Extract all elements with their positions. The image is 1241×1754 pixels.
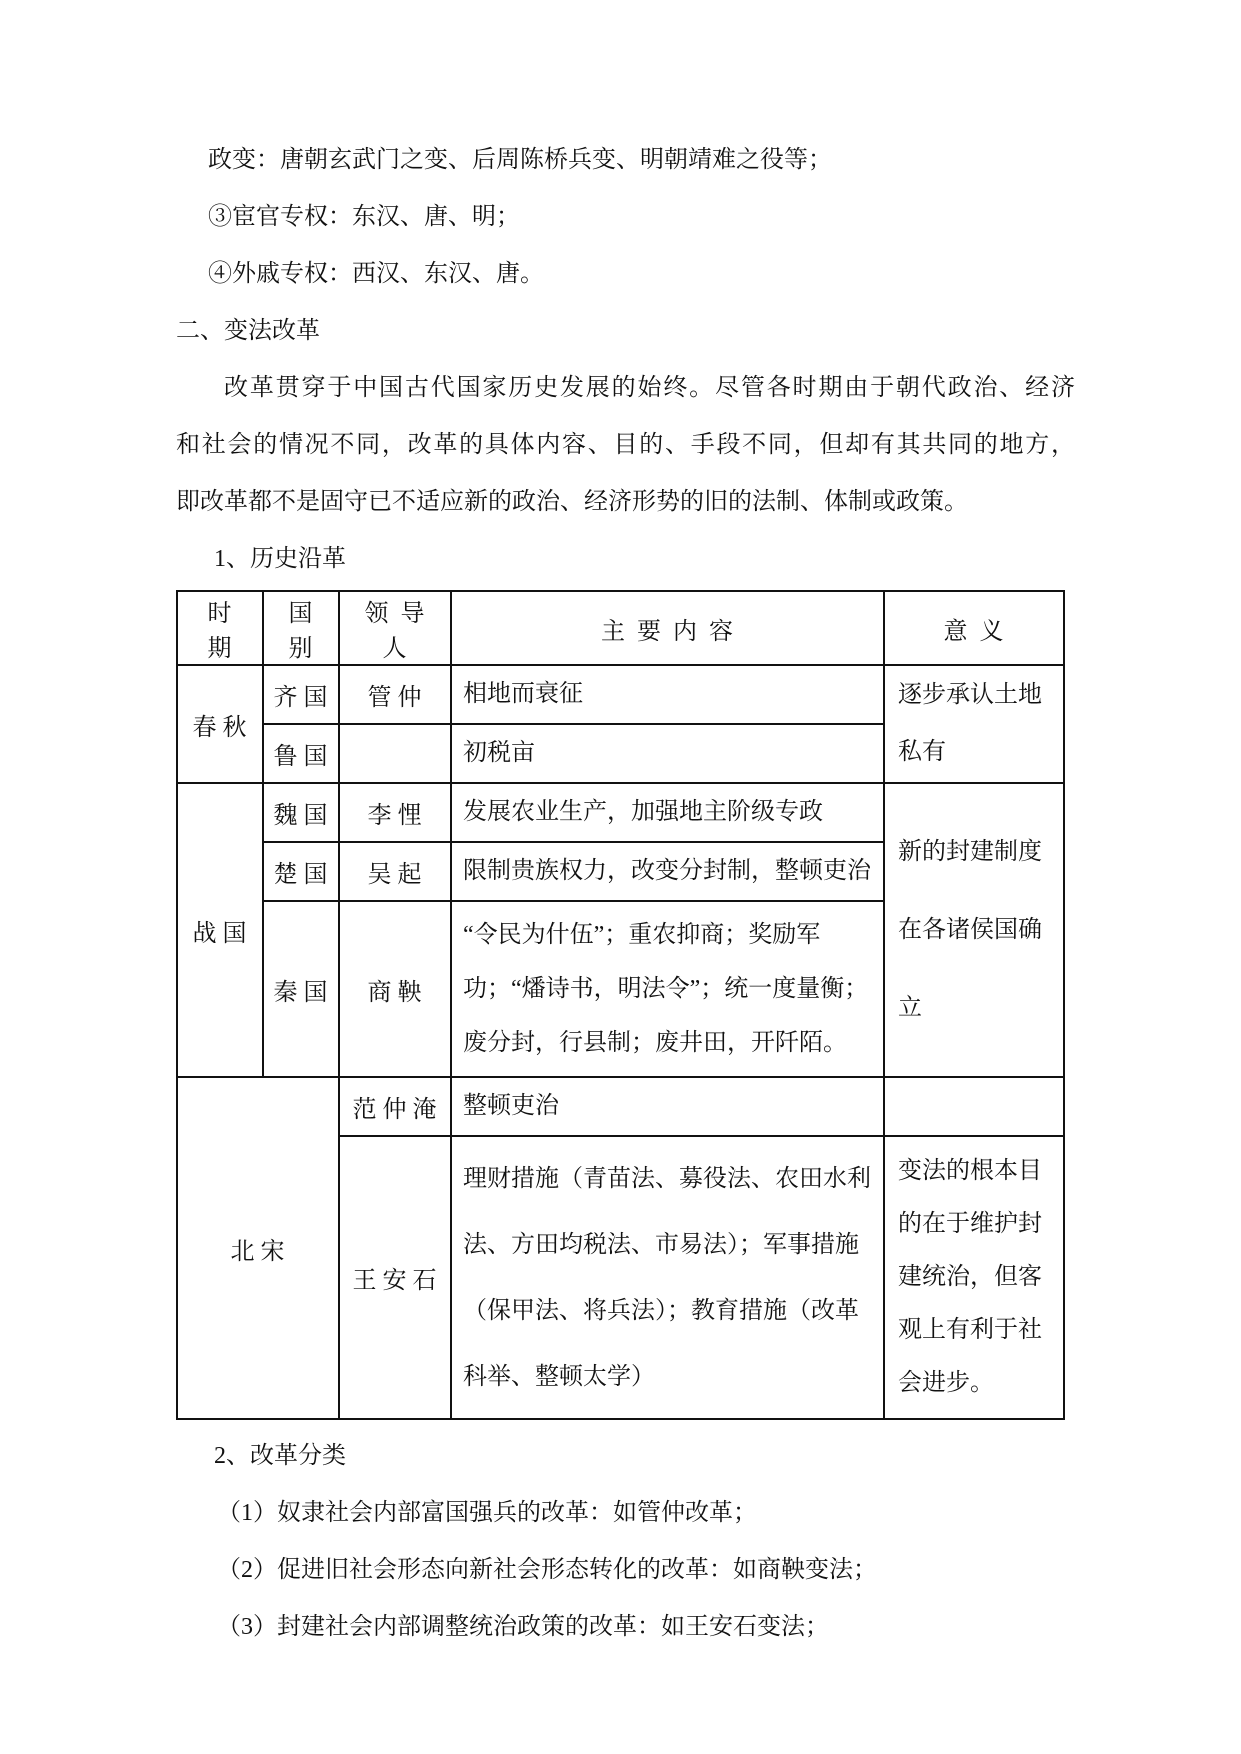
cell-content-chu: 限制贵族权力，改变分封制，整顿吏治 — [451, 842, 884, 901]
cell-state-lu: 鲁国 — [263, 724, 339, 783]
cell-state-qin: 秦国 — [263, 901, 339, 1077]
cell-state-chu: 楚国 — [263, 842, 339, 901]
cell-leader-guanzhong: 管仲 — [339, 665, 451, 724]
table-header-row — [177, 591, 1064, 665]
cell-leader-fanzhongyan: 范仲淹 — [339, 1077, 451, 1136]
table-row-qi — [177, 665, 1064, 724]
cell-meaning-zhanguo: 新的封建制度在各诸侯国确立 — [884, 783, 1064, 1077]
header-state: 国别 — [263, 591, 339, 665]
cell-leader-wuqi: 吴起 — [339, 842, 451, 901]
table-row-wei — [177, 783, 1064, 842]
classification-heading: 2、改革分类 — [214, 1443, 346, 1469]
header-period: 时期 — [177, 591, 263, 665]
paragraph-line-2: 和社会的情况不同，改革的具体内容、目的、手段不同，但却有其共同的地方， — [176, 432, 1075, 458]
header-content: 主要内容 — [451, 591, 884, 665]
intro-line-consort: ④外戚专权：西汉、东汉、唐。 — [208, 261, 544, 287]
cell-state-wei: 魏国 — [263, 783, 339, 842]
cell-content-wanganshi: 理财措施（青苗法、募役法、农田水利法、方田均税法、市易法）；军事措施（保甲法、将兵法）；教育措施（改革科举、整顿太学） — [451, 1136, 884, 1419]
cell-meaning-chunqiu: 逐步承认土地私有 — [884, 665, 1064, 783]
classification-item-2: （2）促进旧社会形态向新社会形态转化的改革：如商鞅变法； — [217, 1557, 877, 1583]
intro-line-eunuch: ③宦官专权：东汉、唐、明； — [208, 204, 520, 230]
section2-heading: 二、变法改革 — [176, 318, 320, 344]
header-meaning: 意义 — [884, 591, 1064, 665]
cell-period-zhanguo: 战国 — [177, 783, 263, 1077]
cell-content-qin: “令民为什伍”；重农抑商；奖励军功；“燔诗书，明法令”；统一度量衡；废分封，行县制；废井田，开阡陌。 — [451, 901, 884, 1077]
cell-content-lu: 初税亩 — [451, 724, 884, 783]
cell-meaning-wanganshi: 变法的根本目的在于维护封建统治，但客观上有利于社会进步。 — [884, 1136, 1064, 1419]
cell-leader-wanganshi: 王安石 — [339, 1136, 451, 1419]
cell-leader-likui: 李悝 — [339, 783, 451, 842]
cell-period-beisong: 北宋 — [177, 1077, 339, 1419]
intro-line-coup: 政变：唐朝玄武门之变、后周陈桥兵变、明朝靖难之役等； — [208, 147, 832, 173]
cell-period-chunqiu: 春秋 — [177, 665, 263, 783]
table-row-fanzhongyan — [177, 1077, 1064, 1136]
cell-content-wei: 发展农业生产，加强地主阶级专政 — [451, 783, 884, 842]
reform-history-table — [176, 590, 1065, 1420]
history-heading: 1、历史沿革 — [214, 546, 346, 572]
cell-leader-lu-empty — [339, 724, 451, 783]
cell-meaning-fanzhongyan-empty — [884, 1077, 1064, 1136]
cell-content-fanzhongyan: 整顿吏治 — [451, 1077, 884, 1136]
paragraph-line-3: 即改革都不是固守已不适应新的政治、经济形势的旧的法制、体制或政策。 — [176, 489, 968, 515]
paragraph-line-1: 改革贯穿于中国古代国家历史发展的始终。尽管各时期由于朝代政治、经济 — [224, 375, 1075, 401]
cell-leader-shangyang: 商鞅 — [339, 901, 451, 1077]
cell-state-qi: 齐国 — [263, 665, 339, 724]
header-leader: 领导人 — [339, 591, 451, 665]
classification-item-1: （1）奴隶社会内部富国强兵的改革：如管仲改革； — [217, 1500, 757, 1526]
cell-content-qi: 相地而衰征 — [451, 665, 884, 724]
classification-item-3: （3）封建社会内部调整统治政策的改革：如王安石变法； — [217, 1614, 829, 1640]
